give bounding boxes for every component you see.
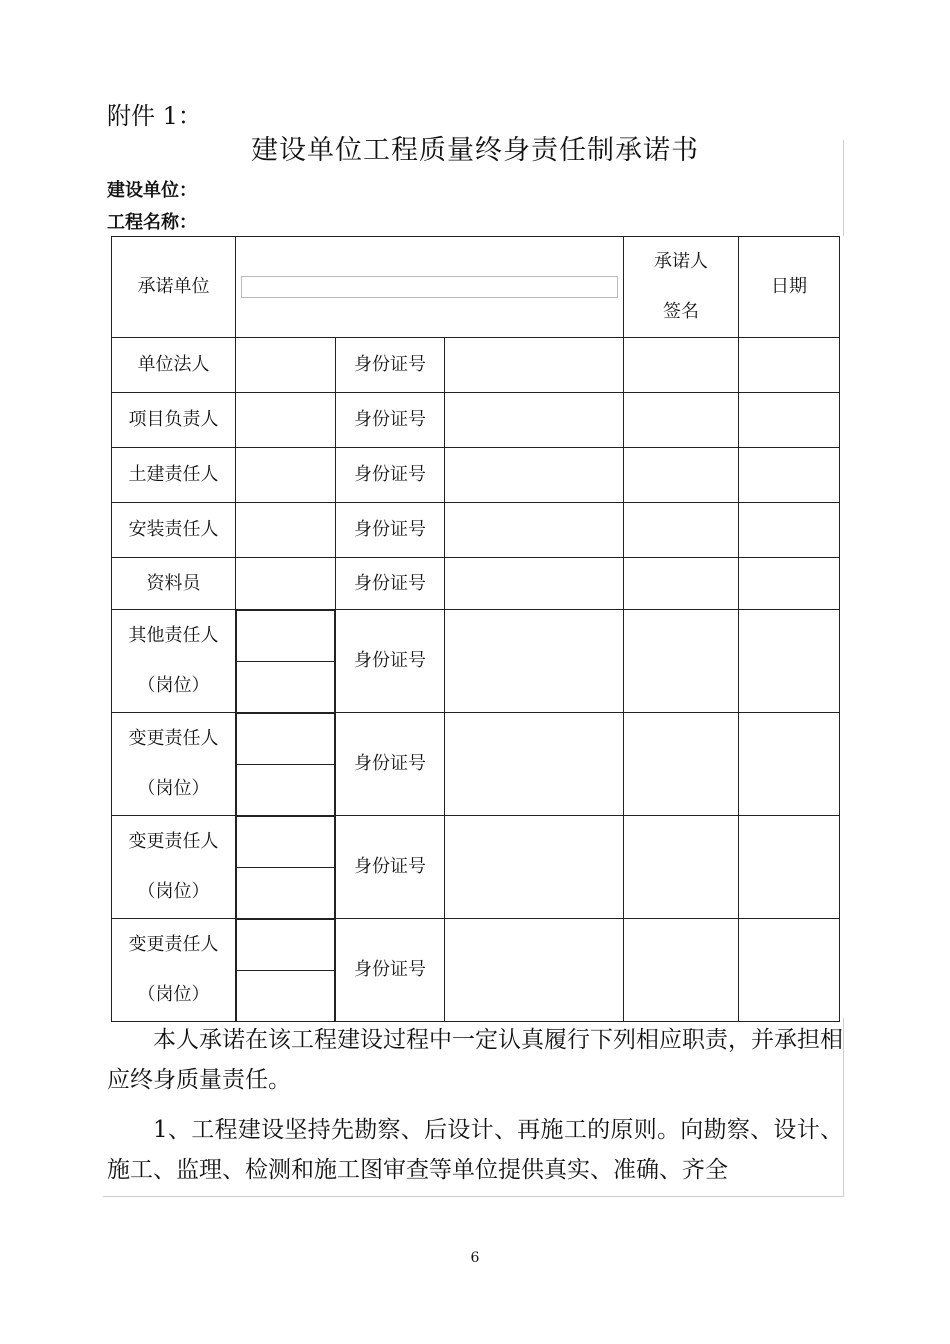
name-cell[interactable] [236,338,336,393]
id-label-cell: 身份证号 [336,816,445,919]
signature-label-line1: 承诺人 [654,251,709,272]
signature-label-line2: 签名 [663,301,700,322]
frame-line-top [843,140,844,236]
table-row [112,610,840,713]
name-cell[interactable] [236,503,336,558]
id-number-cell[interactable] [445,338,624,393]
role-label: 其他责任人 [128,625,219,646]
name-cell[interactable] [236,558,336,610]
unit-input-cell[interactable] [236,237,624,338]
name-cell [236,919,336,1022]
page-number: 6 [470,1250,480,1266]
name-cell [236,713,336,816]
role-cell [112,816,236,919]
unit-label-cell: 承诺单位 [112,237,236,338]
table-header-row [112,237,840,338]
name-subtable [236,713,335,815]
id-number-cell[interactable] [445,610,624,713]
id-label-cell: 身份证号 [336,338,445,393]
commitment-paragraph: 本人承诺在该工程建设过程中一定认真履行下列相应职责，并承担相应终身质量责任。 [107,1027,843,1093]
table-row [112,448,840,503]
date-header-cell: 日期 [739,237,840,338]
post-field[interactable] [237,765,335,816]
signature-cell[interactable] [624,919,739,1022]
id-label-cell: 身份证号 [336,503,445,558]
post-field[interactable] [237,868,335,919]
signature-cell[interactable] [624,816,739,919]
role-cell: 安装责任人 [112,503,236,558]
id-number-cell[interactable] [445,558,624,610]
post-label: （岗位） [137,881,210,902]
date-cell[interactable] [739,816,840,919]
name-cell [236,610,336,713]
post-field[interactable] [237,662,335,713]
signature-cell[interactable] [624,713,739,816]
id-label-cell: 身份证号 [336,713,445,816]
table-row [112,338,840,393]
id-number-cell[interactable] [445,816,624,919]
date-cell[interactable] [739,610,840,713]
post-label: （岗位） [137,778,210,799]
date-cell[interactable] [739,919,840,1022]
role-cell: 土建责任人 [112,448,236,503]
date-cell[interactable] [739,448,840,503]
clause-paragraph-1 [107,1110,843,1190]
id-label-cell: 身份证号 [336,448,445,503]
name-field[interactable] [237,611,335,662]
signature-cell[interactable] [624,448,739,503]
name-field[interactable] [237,817,335,868]
responsibility-table [111,236,840,1022]
project-name-label: 工程名称： [107,212,197,233]
id-number-cell[interactable] [445,713,624,816]
name-cell [236,816,336,919]
id-label-cell: 身份证号 [336,558,445,610]
role-cell: 项目负责人 [112,393,236,448]
name-field[interactable] [237,920,335,971]
id-label-cell: 身份证号 [336,393,445,448]
role-cell: 资料员 [112,558,236,610]
name-field[interactable] [237,714,335,765]
signature-cell[interactable] [624,558,739,610]
signature-header-cell [624,237,739,338]
table-row [112,919,840,1022]
clause-number: 1 [153,1117,168,1143]
id-number-cell[interactable] [445,919,624,1022]
post-field[interactable] [237,971,335,1022]
signature-cell[interactable] [624,393,739,448]
id-number-cell[interactable] [445,448,624,503]
id-number-cell[interactable] [445,503,624,558]
attachment-label: 附件 1： [107,102,202,130]
table-row [112,558,840,610]
frame-line-bottom [843,1018,844,1196]
construction-unit-label: 建设单位： [107,180,197,201]
id-label-cell: 身份证号 [336,610,445,713]
signature-cell[interactable] [624,338,739,393]
role-cell [112,713,236,816]
role-label: 变更责任人 [128,934,219,955]
role-cell [112,610,236,713]
table-row [112,393,840,448]
frame-line-base [103,1196,844,1197]
name-subtable [236,919,335,1021]
role-label: 变更责任人 [128,728,219,749]
id-number-cell[interactable] [445,393,624,448]
role-cell: 单位法人 [112,338,236,393]
post-label: （岗位） [137,675,210,696]
name-subtable [236,816,335,918]
date-cell[interactable] [739,713,840,816]
name-cell[interactable] [236,393,336,448]
date-cell[interactable] [739,503,840,558]
post-label: （岗位） [137,984,210,1005]
role-label: 变更责任人 [128,831,219,852]
signature-cell[interactable] [624,610,739,713]
name-subtable [236,610,335,712]
name-cell[interactable] [236,448,336,503]
unit-input[interactable] [241,276,618,298]
id-label-cell: 身份证号 [336,919,445,1022]
date-cell[interactable] [739,393,840,448]
document-title: 建设单位工程质量终身责任制承诺书 [251,135,699,166]
signature-cell[interactable] [624,503,739,558]
table-row [112,713,840,816]
date-cell[interactable] [739,558,840,610]
date-cell[interactable] [739,338,840,393]
table-row [112,503,840,558]
clause-text: 、工程建设坚持先勘察、后设计、再施工的原则。向勘察、设计、施工、监理、检测和施工图审查等单位提供真实、准确、齐全 [107,1117,843,1183]
role-cell [112,919,236,1022]
table-row [112,816,840,919]
